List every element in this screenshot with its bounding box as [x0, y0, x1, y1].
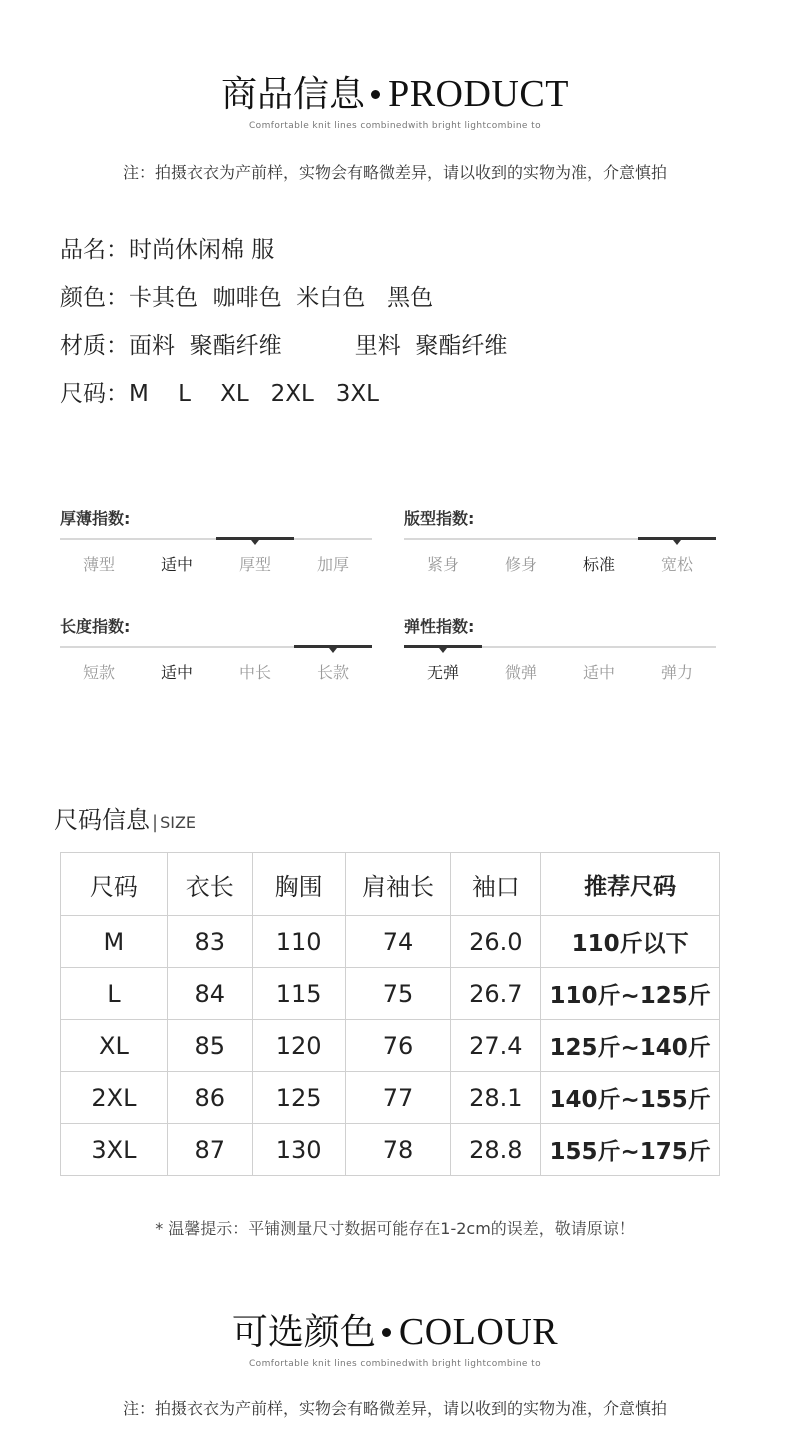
table-header-cell: 袖口	[451, 853, 541, 916]
index-length	[60, 616, 372, 683]
index-option: 紧身	[426, 555, 459, 574]
index-option: 适中	[160, 663, 193, 682]
table-cell: 28.8	[451, 1124, 541, 1176]
table-header-cell: 胸围	[252, 853, 345, 916]
title-dot-icon	[371, 90, 380, 99]
index-option: 厚型	[238, 555, 271, 574]
index-thickness	[60, 508, 372, 575]
size-title-separator: |	[152, 812, 159, 833]
index-option: 薄型	[82, 555, 115, 574]
size-title-cn: 尺码信息	[54, 806, 150, 834]
colour-title-en: COLOUR	[398, 1311, 559, 1353]
colour-title-cn: 可选颜色	[231, 1312, 376, 1353]
table-cell: 85	[167, 1020, 252, 1072]
index-label: 版型指数:	[404, 509, 475, 528]
index-marker	[638, 537, 716, 540]
info-name: 品名：时尚休闲棉 服	[60, 237, 275, 263]
table-cell: 155斤~175斤	[541, 1124, 720, 1176]
product-title	[0, 74, 790, 115]
table-row	[61, 1072, 720, 1124]
product-title-cn: 商品信息	[221, 74, 366, 115]
table-cell: 28.1	[451, 1072, 541, 1124]
table-cell: 130	[252, 1124, 345, 1176]
index-option: 中长	[238, 663, 271, 682]
table-row	[61, 1020, 720, 1072]
index-option: 适中	[160, 555, 193, 574]
table-row	[61, 968, 720, 1020]
table-cell: 3XL	[61, 1124, 168, 1176]
table-cell: 2XL	[61, 1072, 168, 1124]
index-marker	[294, 645, 372, 648]
note-top: 注：拍摄衣衣为产前样，实物会有略微差异，请以收到的实物为准，介意慎拍	[122, 163, 667, 182]
info-material: 材质：面料 聚酯纤维 里料 聚酯纤维	[60, 333, 508, 359]
title-dot-icon	[382, 1328, 391, 1337]
index-marker	[216, 537, 294, 540]
table-cell: 87	[167, 1124, 252, 1176]
product-title-en: PRODUCT	[388, 73, 569, 115]
table-cell: 140斤~155斤	[541, 1072, 720, 1124]
table-row	[61, 1124, 720, 1176]
table-cell: 78	[345, 1124, 451, 1176]
table-cell: 86	[167, 1072, 252, 1124]
table-cell: 125斤~140斤	[541, 1020, 720, 1072]
index-option: 标准	[582, 555, 615, 574]
table-header-cell: 尺码	[61, 853, 168, 916]
index-marker	[404, 645, 482, 648]
table-cell: 26.7	[451, 968, 541, 1020]
index-option: 宽松	[660, 555, 693, 574]
index-track	[60, 646, 372, 648]
table-cell: L	[61, 968, 168, 1020]
table-cell: 27.4	[451, 1020, 541, 1072]
index-option: 加厚	[316, 555, 349, 574]
index-label: 弹性指数:	[404, 617, 475, 636]
index-fit	[404, 508, 716, 575]
table-cell: 84	[167, 968, 252, 1020]
size-info-title	[54, 800, 196, 835]
product-subtitle: Comfortable knit lines combinedwith bright lightcombine to	[249, 121, 541, 131]
table-cell: XL	[61, 1020, 168, 1072]
table-header-cell: 衣长	[167, 853, 252, 916]
table-cell: 74	[345, 916, 451, 968]
table-cell: M	[61, 916, 168, 968]
table-cell: 110斤~125斤	[541, 968, 720, 1020]
size-title-en: SIZE	[160, 813, 197, 832]
table-row	[61, 916, 720, 968]
table-cell: 115	[252, 968, 345, 1020]
index-elasticity	[404, 616, 716, 683]
info-size: 尺码：M L XL 2XL 3XL	[60, 381, 379, 407]
index-track	[404, 538, 716, 540]
table-cell: 76	[345, 1020, 451, 1072]
index-option: 短款	[82, 663, 115, 682]
product-header	[0, 74, 790, 131]
table-cell: 77	[345, 1072, 451, 1124]
index-label: 厚薄指数:	[60, 509, 131, 528]
index-option: 无弹	[426, 663, 459, 682]
index-option: 微弹	[504, 663, 537, 682]
info-color: 颜色：卡其色 咖啡色 米白色 黑色	[60, 285, 434, 311]
table-cell: 120	[252, 1020, 345, 1072]
table-cell: 75	[345, 968, 451, 1020]
table-cell: 26.0	[451, 916, 541, 968]
index-option: 长款	[316, 663, 349, 682]
table-cell: 110	[252, 916, 345, 968]
colour-subtitle: Comfortable knit lines combinedwith bright lightcombine to	[249, 1359, 541, 1369]
index-option: 弹力	[660, 663, 693, 682]
index-label: 长度指数:	[60, 617, 131, 636]
size-table	[60, 852, 720, 1176]
product-info	[60, 226, 507, 418]
table-header-cell: 肩袖长	[345, 853, 451, 916]
table-header-row	[61, 853, 720, 916]
table-cell: 125	[252, 1072, 345, 1124]
index-option: 修身	[504, 555, 537, 574]
size-tip: * 温馨提示：平铺测量尺寸数据可能存在1-2cm的误差，敬请原谅！	[155, 1219, 635, 1238]
index-track	[60, 538, 372, 540]
index-option: 适中	[582, 663, 615, 682]
note-bottom: 注：拍摄衣衣为产前样，实物会有略微差异，请以收到的实物为准，介意慎拍	[122, 1399, 667, 1418]
table-cell: 110斤以下	[541, 916, 720, 968]
table-header-cell: 推荐尺码	[541, 853, 720, 916]
colour-title	[0, 1312, 790, 1353]
table-cell: 83	[167, 916, 252, 968]
colour-header	[0, 1312, 790, 1369]
index-track	[404, 646, 716, 648]
